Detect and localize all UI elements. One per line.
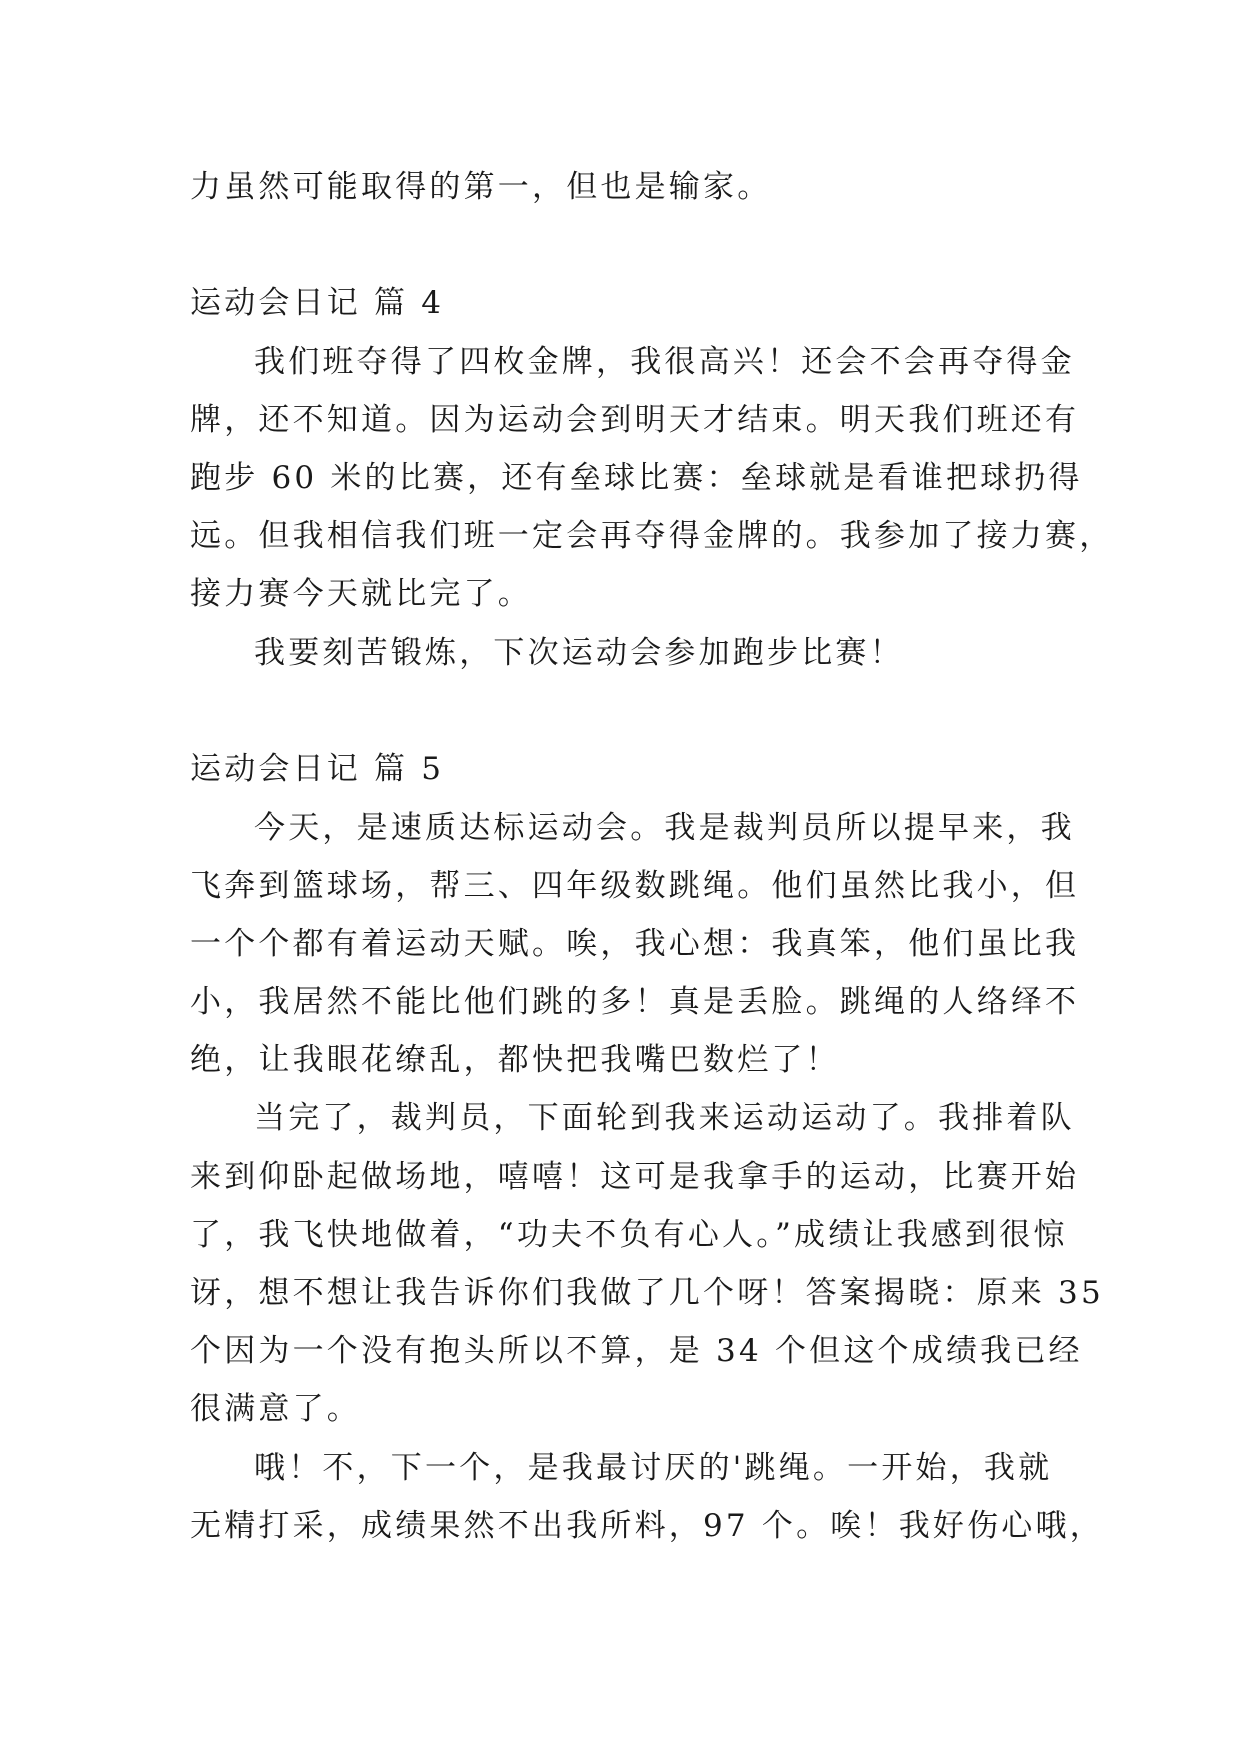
paragraph-line: 牌，还不知道。因为运动会到明天才结束。明天我们班还有 xyxy=(190,402,1080,438)
section-heading: 运动会日记 篇 5 xyxy=(190,751,445,787)
paragraph-line: 小，我居然不能比他们跳的多！真是丢脸。跳绳的人络绎不 xyxy=(190,984,1080,1020)
section-heading: 运动会日记 篇 4 xyxy=(190,285,445,321)
paragraph-line: 无精打采，成绩果然不出我所料，97 个。唉！我好伤心哦， xyxy=(190,1508,1104,1544)
paragraph-line: 我要刻苦锻炼，下次运动会参加跑步比赛！ xyxy=(254,635,904,671)
paragraph-line: 哦！不，下一个，是我最讨厌的'跳绳。一开始，我就 xyxy=(254,1450,1053,1486)
paragraph-line: 当完了，裁判员，下面轮到我来运动运动了。我排着队 xyxy=(254,1100,1075,1136)
paragraph-line: 我们班夺得了四枚金牌，我很高兴！还会不会再夺得金 xyxy=(254,344,1075,380)
paragraph-line: 来到仰卧起做场地，嘻嘻！这可是我拿手的运动，比赛开始 xyxy=(190,1159,1080,1195)
paragraph-line: 很满意了。 xyxy=(190,1391,361,1427)
paragraph-line: 讶，想不想让我告诉你们我做了几个呀！答案揭晓：原来 35 xyxy=(190,1275,1104,1311)
paragraph-line: 今天，是速质达标运动会。我是裁判员所以提早来，我 xyxy=(254,810,1075,846)
paragraph-line: 绝，让我眼花缭乱，都快把我嘴巴数烂了！ xyxy=(190,1042,840,1078)
paragraph-line: 个因为一个没有抱头所以不算，是 34 个但这个成绩我已经 xyxy=(190,1333,1083,1369)
paragraph-line: 飞奔到篮球场，帮三、四年级数跳绳。他们虽然比我小，但 xyxy=(190,868,1080,904)
paragraph-line: 了，我飞快地做着，“功夫不负有心人。”成绩让我感到很惊 xyxy=(190,1217,1068,1253)
paragraph-line: 力虽然可能取得的第一，但也是输家。 xyxy=(190,169,772,205)
paragraph-line: 跑步 60 米的比赛，还有垒球比赛：垒球就是看谁把球扔得 xyxy=(190,460,1083,496)
paragraph-line: 一个个都有着运动天赋。唉，我心想：我真笨，他们虽比我 xyxy=(190,926,1080,962)
paragraph-line: 远。但我相信我们班一定会再夺得金牌的。我参加了接力赛， xyxy=(190,518,1114,554)
paragraph-line: 接力赛今天就比完了。 xyxy=(190,576,532,612)
